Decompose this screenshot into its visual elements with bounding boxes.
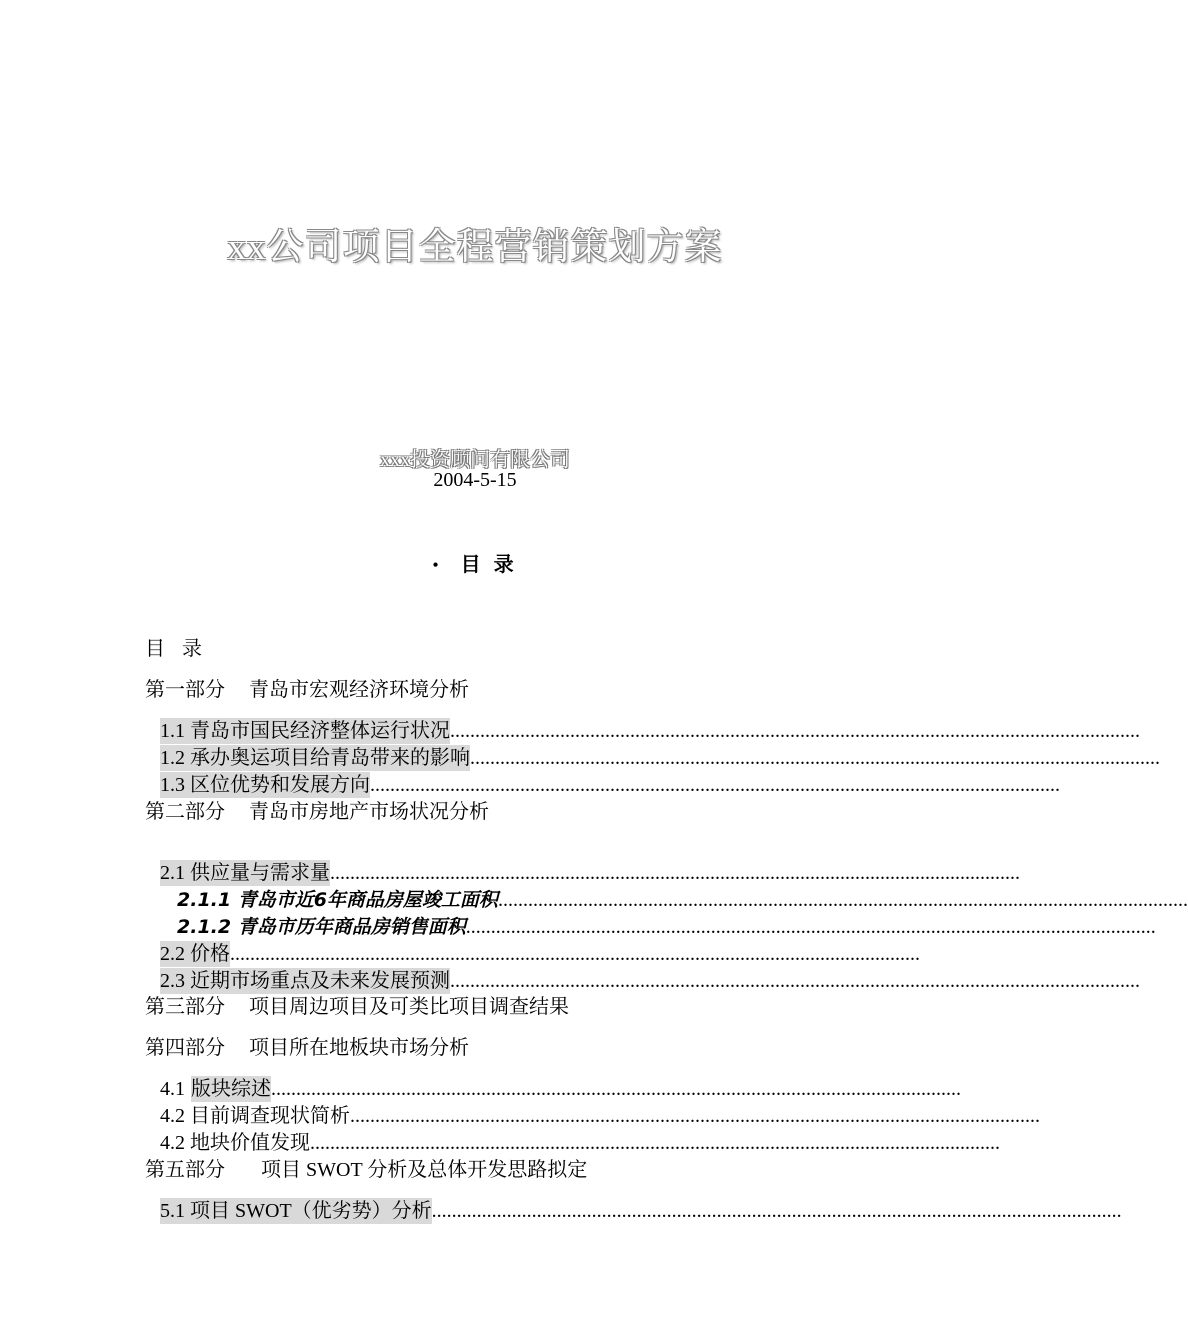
leader-dots: ..........................................................................................................................................	[350, 1105, 1040, 1127]
leader-dots: ..........................................................................................................................................	[370, 774, 1060, 796]
toc-entry-5-1[interactable]	[160, 1198, 1122, 1224]
toc-entry-2-1-1[interactable]	[177, 887, 1188, 913]
part-number: 第一部分	[145, 679, 225, 701]
toc-entry-2-1[interactable]	[160, 860, 1020, 886]
part-number: 第三部分	[145, 996, 225, 1018]
entry-text: 1.1 青岛市国民经济整体运行状况	[160, 720, 450, 742]
entry-number: 4.1	[160, 1078, 185, 1100]
toc-part-4[interactable]	[145, 1035, 469, 1061]
company-name: xxx投资顾问有限公司	[380, 449, 570, 471]
toc-entry-4-2[interactable]	[160, 1103, 1040, 1129]
part-name: 项目所在地板块市场分析	[249, 1037, 469, 1059]
part-name: 项目 SWOT 分析及总体开发思路拟定	[261, 1159, 588, 1181]
entry-text: 2.2 价格	[160, 943, 230, 965]
part-name: 青岛市宏观经济环境分析	[249, 679, 469, 701]
leader-dots: ..........................................................................................................................................	[450, 970, 1140, 992]
toc-part-5[interactable]	[145, 1157, 587, 1183]
entry-text: 2.1.1 青岛市近6年商品房屋竣工面积	[177, 889, 498, 911]
toc-part-2[interactable]	[145, 799, 489, 825]
leader-dots: ..........................................................................................................................................	[470, 747, 1160, 769]
toc-entry-2-1-2[interactable]	[177, 914, 1156, 940]
toc-part-1[interactable]	[145, 677, 469, 703]
entry-text: 4.2 目前调查现状简析	[160, 1105, 350, 1127]
entry-text: 2.3 近期市场重点及未来发展预测	[160, 970, 450, 992]
leader-dots: ..........................................................................................................................................	[497, 889, 1188, 911]
toc-entry-1-1[interactable]	[160, 718, 1140, 744]
toc-label: 目 录	[145, 638, 208, 660]
part-name: 青岛市房地产市场状况分析	[249, 801, 489, 823]
toc-heading	[0, 548, 950, 577]
document-date: 2004-5-15	[433, 469, 517, 491]
part-number: 第五部分	[145, 1159, 225, 1181]
part-number: 第四部分	[145, 1037, 225, 1059]
leader-dots: ..........................................................................................................................................	[330, 862, 1020, 884]
leader-dots: ..........................................................................................................................................	[431, 1200, 1122, 1222]
toc-entry-4-1[interactable]	[160, 1076, 961, 1102]
entry-text: 1.2 承办奥运项目给青岛带来的影响	[160, 747, 470, 769]
toc-entry-1-2[interactable]	[160, 745, 1160, 771]
entry-text: 版块综述	[191, 1078, 271, 1100]
toc-part-3[interactable]	[145, 994, 569, 1020]
leader-dots: ..........................................................................................................................................	[310, 1132, 1000, 1154]
leader-dots: ..........................................................................................................................................	[230, 943, 920, 965]
part-number: 第二部分	[145, 801, 225, 823]
document-title: xx公司项目全程营销策划方案	[227, 227, 723, 268]
bullet-icon: •	[432, 555, 443, 575]
entry-text: 2.1 供应量与需求量	[160, 862, 330, 884]
toc-entry-2-3[interactable]	[160, 968, 1140, 994]
entry-text: 5.1 项目 SWOT（优劣势）分析	[160, 1200, 432, 1222]
leader-dots: ..........................................................................................................................................	[450, 720, 1140, 742]
leader-dots: ..........................................................................................................................................	[271, 1078, 961, 1100]
entry-text: 2.1.2 青岛市历年商品房销售面积	[177, 916, 466, 938]
entry-text: 1.3 区位优势和发展方向	[160, 774, 370, 796]
toc-entry-4-3[interactable]	[160, 1130, 1000, 1156]
leader-dots: ..........................................................................................................................................	[465, 916, 1156, 938]
toc-entry-1-3[interactable]	[160, 772, 1060, 798]
toc-heading-text: 目 录	[460, 554, 518, 576]
toc-entry-2-2[interactable]	[160, 941, 950, 967]
part-name: 项目周边项目及可类比项目调查结果	[249, 996, 569, 1018]
entry-text: 4.2 地块价值发现	[160, 1132, 310, 1154]
